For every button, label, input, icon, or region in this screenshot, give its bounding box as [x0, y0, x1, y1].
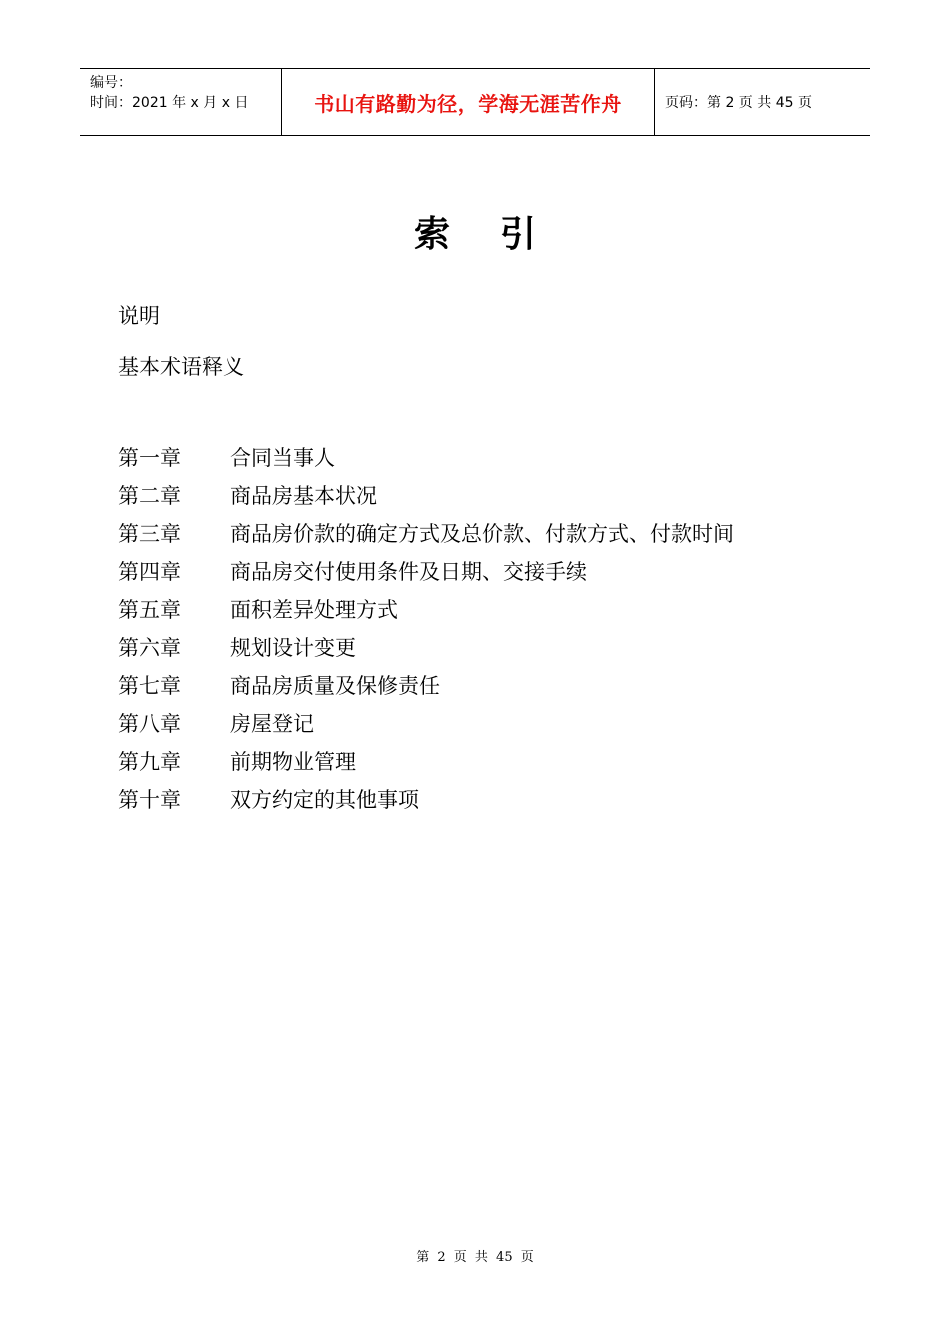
- chapter-row: [118, 780, 734, 818]
- chapter-title: 房屋登记: [230, 712, 314, 736]
- header-motto: 书山有路勤为径，学海无涯苦作舟: [282, 69, 655, 135]
- chapter-list: [118, 438, 734, 818]
- chapter-row: [118, 742, 734, 780]
- chapter-title: 面积差异处理方式: [230, 598, 398, 622]
- page-footer: 第 2 页 共 45 页: [416, 1250, 534, 1265]
- chapter-title: 合同当事人: [230, 446, 335, 470]
- chapter-title: 双方约定的其他事项: [230, 788, 419, 812]
- chapter-number: 第五章: [118, 598, 181, 622]
- chapter-row: [118, 476, 734, 514]
- chapter-row: [118, 666, 734, 704]
- chapter-number: 第六章: [118, 636, 181, 660]
- chapter-number: 第八章: [118, 712, 181, 736]
- chapter-number: 第十章: [118, 788, 181, 812]
- chapter-number: 第九章: [118, 750, 181, 774]
- chapter-number: 第四章: [118, 560, 181, 584]
- chapter-title: 商品房基本状况: [230, 484, 377, 508]
- page-header: [80, 68, 870, 136]
- chapter-title: 规划设计变更: [230, 636, 356, 660]
- chapter-title: 商品房价款的确定方式及总价款、付款方式、付款时间: [230, 522, 734, 546]
- chapter-row: [118, 590, 734, 628]
- chapter-row: [118, 514, 734, 552]
- chapter-title: 商品房质量及保修责任: [230, 674, 440, 698]
- chapter-number: 第三章: [118, 522, 181, 546]
- intro-item-glossary: 基本术语释义: [118, 355, 244, 379]
- chapter-number: 第七章: [118, 674, 181, 698]
- header-meta: [80, 69, 282, 135]
- page-title: 索引: [413, 214, 586, 255]
- chapter-title: 商品房交付使用条件及日期、交接手续: [230, 560, 587, 584]
- chapter-number: 第一章: [118, 446, 181, 470]
- chapter-row: [118, 552, 734, 590]
- document-time-label: 时间：2021 年 x 月 x 日: [90, 95, 249, 111]
- chapter-row: [118, 628, 734, 666]
- chapter-title: 前期物业管理: [230, 750, 356, 774]
- chapter-row: [118, 704, 734, 742]
- document-number-label: 编号：: [90, 75, 132, 91]
- chapter-number: 第二章: [118, 484, 181, 508]
- chapter-row: [118, 438, 734, 476]
- header-page-number: 页码：第 2 页 共 45 页: [665, 95, 812, 111]
- intro-item-explanation: 说明: [118, 304, 160, 328]
